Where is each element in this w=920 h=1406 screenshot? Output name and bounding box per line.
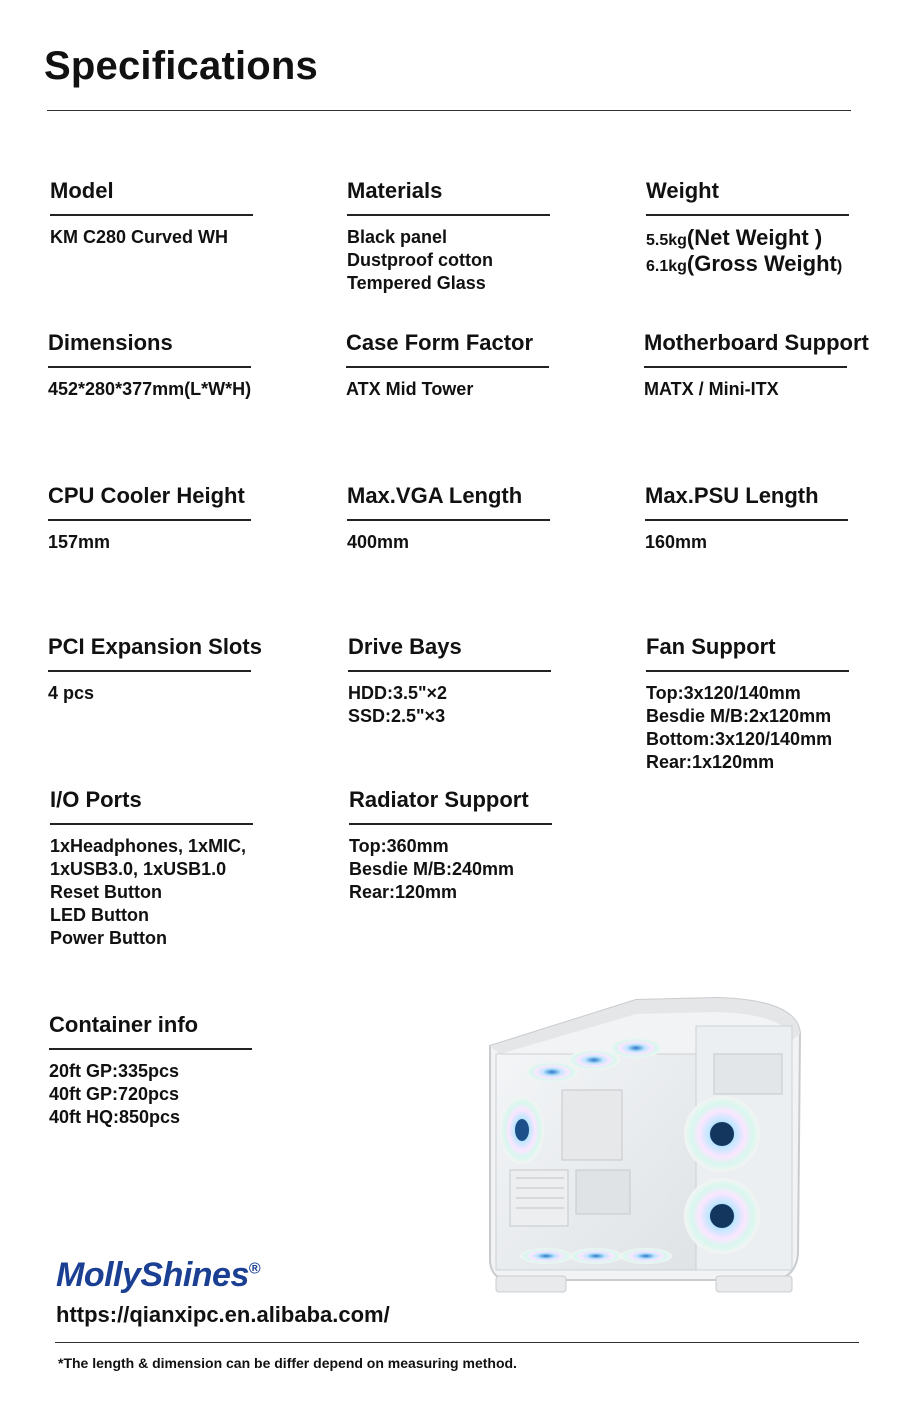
spec-divider bbox=[646, 670, 849, 672]
spec-divider bbox=[50, 823, 253, 825]
spec-divider bbox=[50, 214, 253, 216]
store-url[interactable]: https://qianxipc.en.alibaba.com/ bbox=[56, 1302, 390, 1327]
spec-value: 1xUSB3.0, 1xUSB1.0 bbox=[50, 858, 227, 879]
spec-value: 1xHeadphones, 1xMIC, bbox=[50, 835, 247, 856]
net-weight-label: (Net Weight ) bbox=[686, 224, 823, 250]
spec-label: Motherboard Support bbox=[644, 330, 869, 355]
spec-value: KM C280 Curved WH bbox=[50, 226, 229, 247]
footnote: *The length & dimension can be differ depend on measuring method. bbox=[58, 1355, 517, 1371]
spec-value: 157mm bbox=[48, 531, 111, 552]
spec-value: HDD:3.5"×2 bbox=[348, 682, 448, 703]
spec-values bbox=[646, 226, 920, 278]
spec-label: Case Form Factor bbox=[346, 330, 534, 355]
spec-values bbox=[346, 378, 646, 401]
gross-weight-value: 6.1kg bbox=[646, 257, 687, 275]
spec-values bbox=[48, 531, 348, 554]
spec-divider bbox=[646, 214, 849, 216]
spec-value: Reset Button bbox=[50, 881, 162, 902]
spec-value: LED Button bbox=[50, 904, 149, 925]
spec-label: Dimensions bbox=[48, 330, 173, 355]
spec-io bbox=[50, 787, 350, 950]
spec-value: 4 pcs bbox=[48, 682, 95, 703]
spec-values bbox=[48, 378, 348, 401]
spec-value: Dustproof cotton bbox=[347, 249, 493, 270]
spec-value: MATX / Mini-ITX bbox=[644, 378, 779, 399]
spec-label: Weight bbox=[646, 178, 719, 203]
spec-values bbox=[348, 682, 648, 728]
registered-mark: ® bbox=[248, 1260, 261, 1278]
spec-divider bbox=[48, 366, 251, 368]
spec-label: Container info bbox=[49, 1012, 199, 1037]
spec-values bbox=[347, 226, 647, 295]
spec-vga bbox=[347, 483, 647, 554]
spec-radiator bbox=[349, 787, 649, 904]
spec-divider bbox=[349, 823, 552, 825]
spec-values bbox=[347, 531, 647, 554]
spec-value: Top:3x120/140mm bbox=[646, 682, 801, 703]
gross-weight-close: ) bbox=[836, 257, 843, 275]
spec-label: Max.VGA Length bbox=[347, 483, 523, 508]
spec-value: Black panel bbox=[347, 226, 448, 247]
spec-divider bbox=[645, 519, 848, 521]
spec-value: 40ft HQ:850pcs bbox=[49, 1106, 181, 1127]
spec-value: Top:360mm bbox=[349, 835, 449, 856]
spec-divider bbox=[346, 366, 549, 368]
spec-values bbox=[645, 531, 920, 554]
spec-label: Max.PSU Length bbox=[645, 483, 819, 508]
spec-values bbox=[49, 1060, 349, 1129]
gross-weight-label: (Gross Weight bbox=[686, 250, 837, 276]
spec-container bbox=[49, 1012, 349, 1129]
spec-materials bbox=[347, 178, 647, 295]
spec-pci bbox=[48, 634, 348, 705]
spec-value: Besdie M/B:240mm bbox=[349, 858, 515, 879]
spec-value: SSD:2.5"×3 bbox=[348, 705, 446, 726]
spec-label: CPU Cooler Height bbox=[48, 483, 245, 508]
spec-model bbox=[50, 178, 350, 249]
footer-divider bbox=[55, 1342, 859, 1343]
spec-psu bbox=[645, 483, 920, 554]
spec-divider bbox=[644, 366, 847, 368]
spec-values bbox=[50, 835, 350, 950]
spec-values bbox=[349, 835, 649, 904]
spec-label: PCI Expansion Slots bbox=[48, 634, 262, 659]
page-title: Specifications bbox=[44, 44, 318, 88]
spec-value: Rear:120mm bbox=[349, 881, 458, 902]
spec-divider bbox=[347, 519, 550, 521]
spec-divider bbox=[48, 519, 251, 521]
spec-label: Model bbox=[50, 178, 114, 203]
spec-value: 400mm bbox=[347, 531, 410, 552]
spec-divider bbox=[48, 670, 251, 672]
spec-value: Power Button bbox=[50, 927, 167, 948]
spec-value: ATX Mid Tower bbox=[346, 378, 474, 399]
spec-label: Materials bbox=[347, 178, 443, 203]
spec-value: Besdie M/B:2x120mm bbox=[646, 705, 832, 726]
spec-value: 452*280*377mm(L*W*H) bbox=[48, 378, 252, 399]
gross-weight bbox=[646, 252, 920, 278]
spec-divider bbox=[348, 670, 551, 672]
spec-label: I/O Ports bbox=[50, 787, 142, 812]
brand-logo bbox=[56, 1256, 260, 1295]
pc-case-image bbox=[486, 994, 812, 1299]
spec-divider bbox=[49, 1048, 252, 1050]
spec-value: Bottom:3x120/140mm bbox=[646, 728, 833, 749]
net-weight bbox=[646, 226, 920, 252]
spec-value: Rear:1x120mm bbox=[646, 751, 775, 772]
spec-value: 160mm bbox=[645, 531, 708, 552]
spec-motherboard bbox=[644, 330, 920, 401]
spec-drive-bays bbox=[348, 634, 648, 728]
spec-label: Radiator Support bbox=[349, 787, 529, 812]
spec-cpu-cooler bbox=[48, 483, 348, 554]
brand-name: MollyShines bbox=[56, 1256, 249, 1294]
spec-weight bbox=[646, 178, 920, 278]
net-weight-value: 5.5kg bbox=[646, 231, 687, 249]
spec-label: Fan Support bbox=[646, 634, 776, 659]
spec-values bbox=[50, 226, 350, 249]
spec-values bbox=[644, 378, 920, 401]
spec-value: 40ft GP:720pcs bbox=[49, 1083, 180, 1104]
spec-fan bbox=[646, 634, 920, 774]
spec-value: Tempered Glass bbox=[347, 272, 486, 293]
spec-label: Drive Bays bbox=[348, 634, 462, 659]
spec-divider bbox=[347, 214, 550, 216]
title-divider bbox=[47, 110, 851, 111]
spec-values bbox=[646, 682, 920, 774]
spec-values bbox=[48, 682, 348, 705]
spec-dimensions bbox=[48, 330, 348, 401]
spec-value: 20ft GP:335pcs bbox=[49, 1060, 180, 1081]
spec-form-factor bbox=[346, 330, 646, 401]
